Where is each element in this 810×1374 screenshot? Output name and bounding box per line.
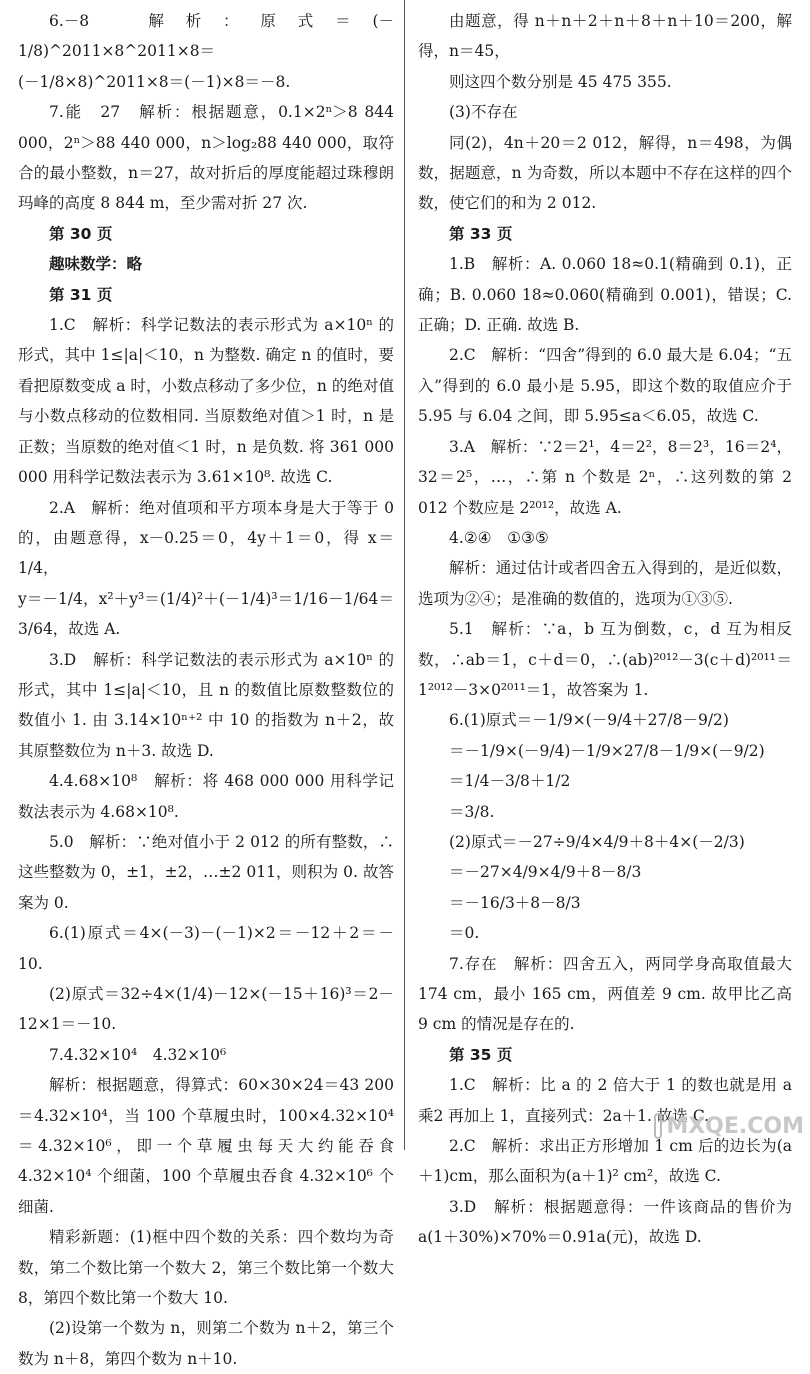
watermark-logo-icon [654, 1113, 662, 1139]
answer-paragraph: ＝－16/3＋8－8/3 [449, 893, 581, 912]
answer-paragraph: 2.C 解析：“四舍”得到的 6.0 最大是 6.04；“五入”得到的 6.0 最小是 5.95，即这个数的取值应介于 5.95 与 6.04 之间，即 5.95≤a＜6.05，故选 C. [418, 346, 792, 426]
answer-paragraph: 同(2)，4n＋20＝2 012，解得，n＝498，为偶数，据题意，n 为奇数，所以本题中不存在这样的四个数，使它们的和为 2 012. [418, 133, 792, 213]
answer-paragraph: 7.能 27 解析：根据题意，0.1×2ⁿ＞8 844 000，2ⁿ＞88 440 000，n＞log₂88 440 000，取符合的最小整数，n＝27，故对折后的厚度能超过珠穆朗玛峰的高度 8 844 m，至少需对折 27 次. [18, 103, 394, 213]
section-heading: 第 31 页 [49, 285, 113, 304]
answer-paragraph: ＝0. [449, 924, 480, 943]
answer-paragraph: ＝3/8. [449, 802, 495, 821]
section-heading: 趣味数学：略 [49, 255, 143, 274]
answer-paragraph: (2)原式＝32÷4×(1/4)－12×(－15＋16)³＝2－12×1＝－10. [18, 985, 394, 1034]
answer-paragraph: 6.(1)原式＝4×(－3)－(－1)×2＝－12＋2＝－10. [18, 924, 394, 973]
answer-paragraph: (2)原式＝－27÷9/4×4/9＋8＋4×(－2/3) [449, 832, 745, 851]
answer-paragraph: 解析：通过估计或者四舍五入得到的，是近似数，选项为②④；是准确的数值的，选项为①③⑤. [418, 559, 792, 608]
answer-paragraph: 解析：根据题意，得算式：60×30×24＝43 200＝4.32×10⁴，当 100 个草履虫时，100×4.32×10⁴＝4.32×10⁶，即一个草履虫每天大约能吞食 4.32×10⁴ 个细菌，100 个草履虫吞食 4.32×10⁶ 个细菌. [18, 1076, 394, 1216]
answer-paragraph: 3.D 解析：科学记数法的表示形式为 a×10ⁿ 的形式，其中 1≤|a|＜10，且 n 的数值比原数整数位的数值小 1. 由 3.14×10ⁿ⁺² 中 10 的指数为 n＋2，故其原整数位为 n＋3. 故选 D. [18, 650, 394, 760]
section-heading: 第 30 页 [49, 224, 113, 243]
answer-paragraph: ＝－1/9×(－9/4)－1/9×27/8－1/9×(－9/2) [449, 741, 765, 760]
answer-paragraph: 3.A 解析：∵2＝2¹，4＝2²，8＝2³，16＝2⁴，32＝2⁵，…，∴第 n 个数是 2ⁿ，∴这列数的第 2 012 个数应是 2²⁰¹²，故选 A. [418, 437, 792, 517]
answer-paragraph: ＝1/4－3/8＋1/2 [449, 772, 571, 791]
watermark [654, 1106, 804, 1146]
answer-paragraph: (－1/8×8)^2011×8＝(－1)×8＝－8. [18, 72, 291, 91]
answer-paragraph: 5.1 解析：∵a，b 互为倒数，c，d 互为相反数，∴ab＝1，c＋d＝0，∴(ab)²⁰¹²－3(c＋d)²⁰¹¹＝1²⁰¹²－3×0²⁰¹¹＝1，故答案为 1. [418, 620, 792, 699]
answer-paragraph: 4.②④ ①③⑤ [449, 528, 549, 547]
answer-paragraph: 3.D 解析：根据题意得：一件该商品的售价为 a(1＋30%)×70%＝0.91a(元)，故选 D. [418, 1197, 792, 1247]
answer-paragraph: 2.A 解析：绝对值项和平方项本身是大于等于 0 的，由题意得，x－0.25＝0，4y＋1＝0，得 x＝1/4， [18, 498, 394, 578]
answer-paragraph: 精彩新题：(1)框中四个数的关系：四个数均为奇数，第二个数比第一个数大 2，第三个数比第一个数大 8，第四个数比第一个数大 10. [18, 1228, 394, 1308]
answer-paragraph: 6.－8 解析：原式＝(－1/8)^2011×8^2011×8＝ [18, 12, 394, 61]
answer-paragraph: 5.0 解析：∵绝对值小于 2 012 的所有整数，∴这些整数为 0，±1，±2，…±2 011，则积为 0. 故答案为 0. [18, 832, 394, 912]
answer-paragraph: 2.C 解析：求出正方形增加 1 cm 后的边长为(a＋1)cm，那么面积为(a＋1)² cm²，故选 C. [418, 1137, 792, 1186]
answer-paragraph: 由题意，得 n＋n＋2＋n＋8＋n＋10＝200，解得，n＝45， [418, 12, 792, 61]
answer-paragraph: y＝－1/4，x²＋y³＝(1/4)²＋(－1/4)³＝1/16－1/64＝3/64，故选 A. [18, 589, 394, 639]
answer-paragraph: 则这四个数分别是 45 475 355. [449, 72, 672, 91]
column-divider [404, 0, 405, 1150]
answer-paragraph: 7.存在 解析：四舍五入，两同学身高取值最大 174 cm，最小 165 cm，两值差 9 cm. 故甲比乙高 9 cm 的情况是存在的. [418, 954, 792, 1034]
answer-paragraph: (2)设第一个数为 n，则第二个数为 n＋2，第三个数为 n＋8，第四个数为 n＋10. [18, 1319, 394, 1368]
right-column [418, 6, 792, 1253]
section-heading: 第 35 页 [449, 1045, 513, 1064]
answer-paragraph: (3)不存在 [449, 103, 518, 122]
section-heading: 第 33 页 [449, 224, 513, 243]
answer-paragraph: 1.B 解析：A. 0.060 18≈0.1(精确到 0.1)，正确；B. 0.060 18≈0.060(精确到 0.001)，错误；C. 正确；D. 正确. 故选 B. [418, 255, 792, 335]
watermark-text: MXQE.COM [666, 1113, 804, 1139]
answer-paragraph: 4.4.68×10⁸ 解析：将 468 000 000 用科学记数法表示为 4.68×10⁸. [18, 772, 394, 821]
answer-paragraph: ＝－27×4/9×4/9＋8－8/3 [449, 863, 642, 882]
answer-paragraph: 7.4.32×10⁴ 4.32×10⁶ [49, 1045, 227, 1064]
answer-paragraph: 1.C 解析：科学记数法的表示形式为 a×10ⁿ 的形式，其中 1≤|a|＜10，n 为整数. 确定 n 的值时，要看把原数变成 a 时，小数点移动了多少位，n 的绝对值与小数点移动的位数相同. 当原数绝对值＞1 时，n 是正数；当原数的绝对值＜1 时，n 是负数. 将 361 000 000 用科学记数法表示为 3.61×10⁸. 故选 C. [18, 316, 394, 487]
answer-paragraph: 1.C 解析：比 a 的 2 倍大于 1 的数也就是用 a 乘2 再加上 1，直接列式：2a＋1. 故选 C. [418, 1076, 792, 1125]
answer-paragraph: 6.(1)原式＝－1/9×(－9/4＋27/8－9/2) [449, 711, 729, 730]
left-column [18, 6, 394, 1374]
